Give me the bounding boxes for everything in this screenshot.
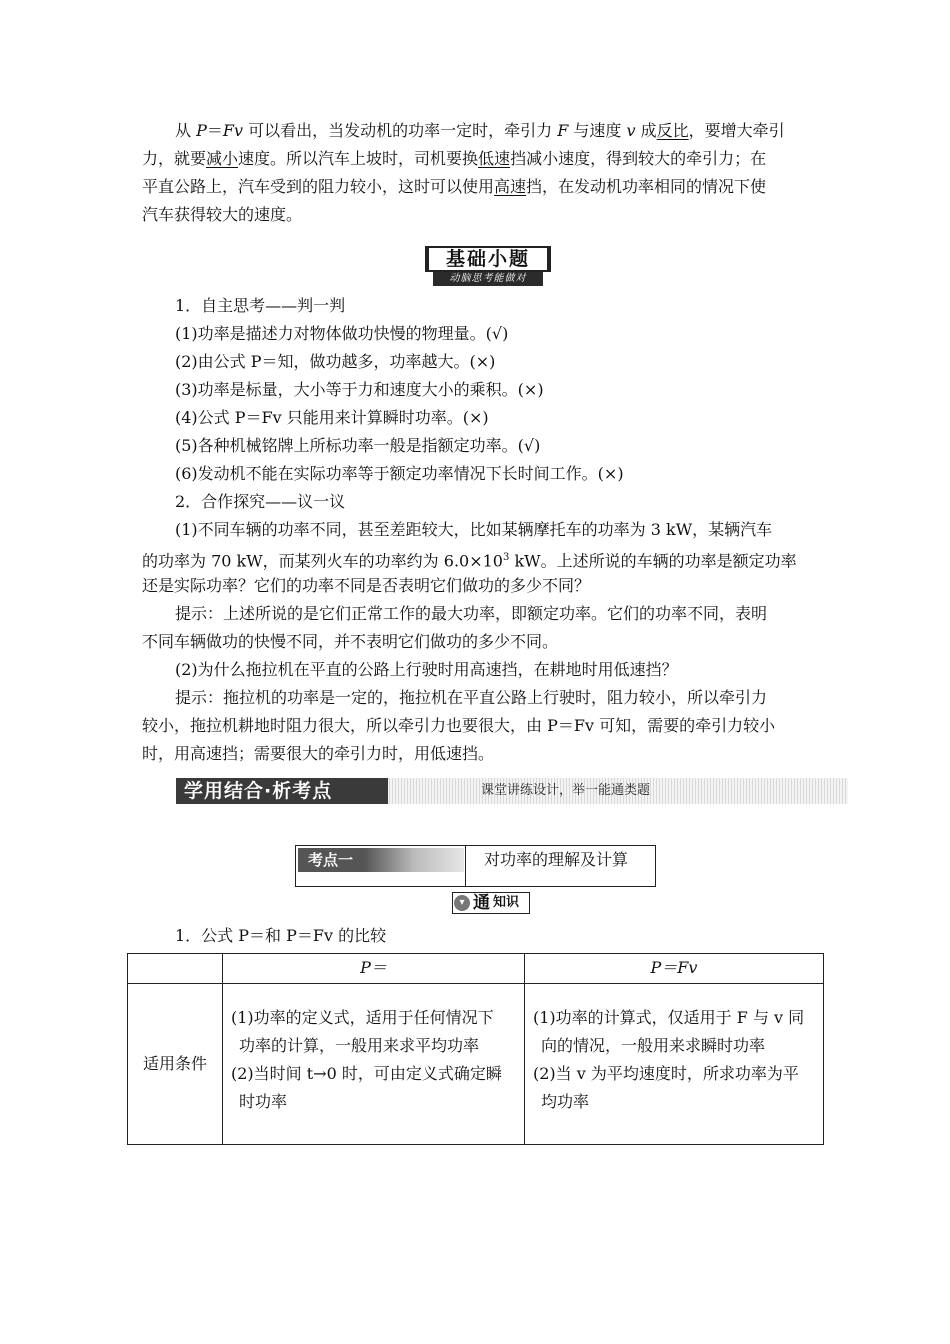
q2-hint2-line-3: 时，用高速挡；需要很大的牵引力时，用低速挡。 xyxy=(142,744,495,763)
section-banner xyxy=(176,778,848,804)
q1-item: (1)功率是描述力对物体做功快慢的物理量。(√) xyxy=(175,324,509,343)
table-cell-definition: (1)功率的定义式，适用于任何情况下 功率的计算，一般用来求平均功率 (2)当时间 t→0 时，可由定义式确定瞬 时功率 xyxy=(223,984,525,1145)
intro-line-4: 汽车获得较大的速度。 xyxy=(142,205,303,224)
table-row xyxy=(128,984,824,1145)
table-header-row xyxy=(128,954,824,984)
tong-zhishi-badge xyxy=(452,892,530,914)
q1-item: (4)公式 P＝Fv 只能用来计算瞬时功率。(×) xyxy=(175,408,489,427)
q1-item: (5)各种机械铭牌上所标功率一般是指额定功率。(√) xyxy=(175,436,541,455)
q2-p1-line-3: 还是实际功率？它们的功率不同是否表明它们做功的多少不同？ xyxy=(142,576,591,595)
intro-line-2: 力，就要减小速度。所以汽车上坡时，司机要换低速挡减小速度，得到较大的牵引力；在 xyxy=(142,149,767,168)
kaodian-divider xyxy=(465,846,466,886)
zhishi-label: 知识 xyxy=(493,895,520,910)
intro-line-3: 平直公路上，汽车受到的阻力较小，这时可以使用高速挡，在发动机功率相同的情况下使 xyxy=(142,177,767,196)
basic-questions-badge xyxy=(425,246,551,286)
table-header-col-1: P＝ xyxy=(223,954,525,984)
badge-subtitle: 动脑思考能做对 xyxy=(433,272,543,286)
arrow-down-icon: ▾ xyxy=(454,895,470,911)
banner-subtitle: 课堂讲练设计，举一能通类题 xyxy=(481,783,651,798)
kaodian-title: 对功率的理解及计算 xyxy=(484,850,629,869)
tong-label: 通 xyxy=(473,893,490,913)
badge-title: 基础小题 xyxy=(425,246,551,272)
intro-line-1: 从 P＝Fv 可以看出，当发动机的功率一定时，牵引力 F 与速度 v 成反比，要增大牵引 xyxy=(175,121,785,140)
table-header-col-2: P＝Fv xyxy=(525,954,824,984)
q1-item: (6)发动机不能在实际功率等于额定功率情况下长时间工作。(×) xyxy=(175,464,624,483)
banner-title: 学用结合·析考点 xyxy=(176,778,388,804)
kaodian-box xyxy=(295,845,656,887)
q2-p1-line-1: (1)不同车辆的功率不同，甚至差距较大，比如某辆摩托车的功率为 3 kW，某辆汽车 xyxy=(175,520,773,539)
table-cell-calculation: (1)功率的计算式，仅适用于 F 与 v 同 向的情况，一般用来求瞬时功率 (2)当 v 为平均速度时，所求功率为平 均功率 xyxy=(525,984,824,1145)
q1-item: (3)功率是标量，大小等于力和速度大小的乘积。(×) xyxy=(175,380,544,399)
q2-p2: (2)为什么拖拉机在平直的公路上行驶时用高速挡，在耕地时用低速挡？ xyxy=(175,660,678,679)
q2-hint2-line-1: 提示：拖拉机的功率是一定的，拖拉机在平直公路上行驶时，阻力较小，所以牵引力 xyxy=(175,688,768,707)
q1-item: (2)由公式 P＝知，做功越多，功率越大。(×) xyxy=(175,352,496,371)
q2-p1-line-2: 的功率为 70 kW，而某列火车的功率约为 $6.0\times 10^3$ kW。上述所说的车辆的功率是额定功率 xyxy=(142,551,797,571)
q2-hint2-line-2: 较小，拖拉机耕地时阻力很大，所以牵引力也要很大，由 P＝Fv 可知，需要的牵引力较小 xyxy=(142,716,776,735)
comparison-table xyxy=(127,953,824,1145)
compare-heading: 1．公式 P＝和 P＝Fv 的比较 xyxy=(175,926,387,945)
table-header-empty xyxy=(128,954,223,984)
q2-hint1-line-2: 不同车辆做功的快慢不同，并不表明它们做功的多少不同。 xyxy=(142,632,559,651)
q1-heading: 1．自主思考——判一判 xyxy=(175,296,346,315)
q2-heading: 2．合作探究——议一议 xyxy=(175,492,346,511)
table-row-label: 适用条件 xyxy=(128,984,223,1145)
kaodian-tag: 考点一 xyxy=(298,848,464,872)
q2-hint1-line-1: 提示：上述所说的是它们正常工作的最大功率，即额定功率。它们的功率不同，表明 xyxy=(175,604,768,623)
